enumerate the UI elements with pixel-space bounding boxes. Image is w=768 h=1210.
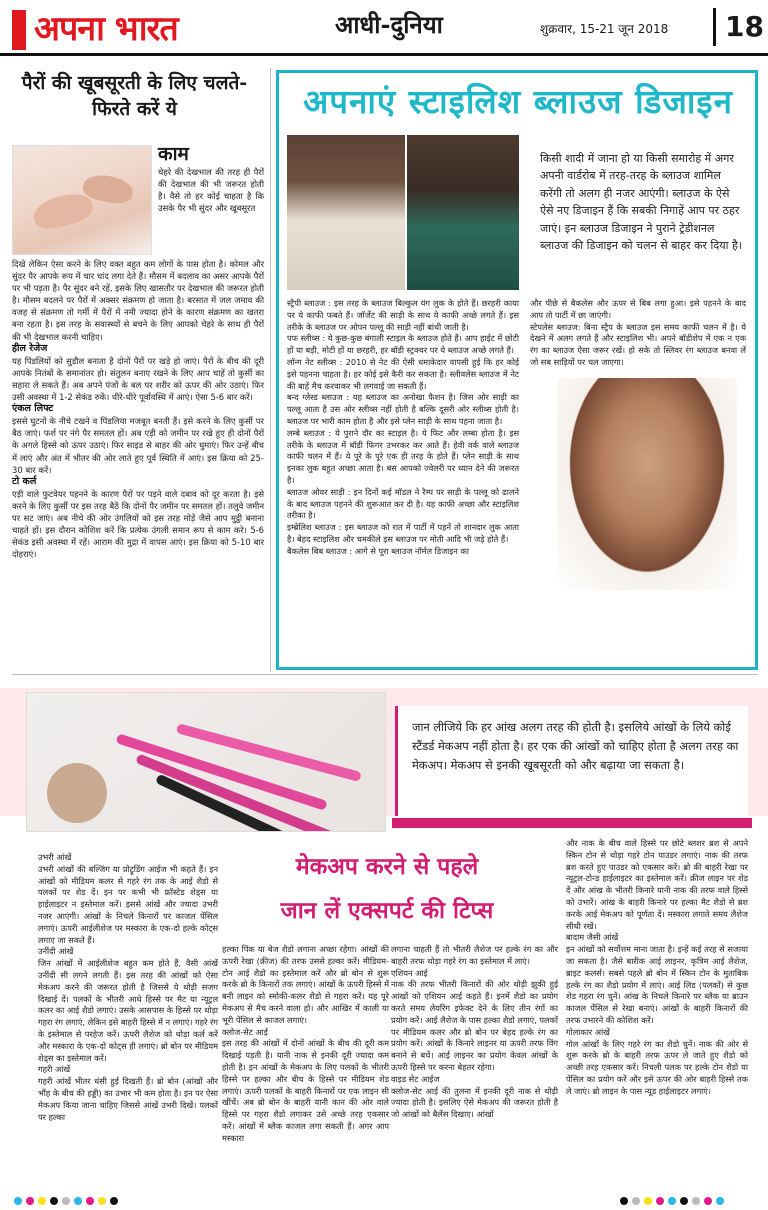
blouse-column-2: और पीछे से बैकलेस और ऊपर से बिब लगा हुआ। इसे पहनने के बाद आप तो पार्टी में छा जाएंगी। स्टेपलेस ब्लाउज: बिना स्ट्रैप के ब्लाउज इस समय काफी चलन में है। ये देखने में अलग लगते हैं और स्टाइलिश भी। अपने बॉडीशेप में एक न एक रंग का ब्लाउज ऐसा जरूर रखें। हो सके तो स्लिवर रंग ब्लाउज बनवा लें जो सब साड़ियों पर चल जाएगा। bbox=[530, 298, 746, 367]
page-number: 18 bbox=[725, 10, 764, 43]
column-divider bbox=[270, 68, 271, 672]
blouse-intro: किसी शादी में जाना हो या किसी समारोह में अगर अपनी वार्डरोब में तरह-तरह के ब्लाउज शामिल करेंगी तो अलग ही नजर आएंगी। ब्लाउज के ऐसे ऐसे नए डिजाइन हैं कि सबकी निगाहें आप पर ठहर जाएं। इन ब्लाउज डिजाइन ने पुराने ट्रेडीशनल ब्लाउज की डिजाइन को चलन से बाहर कर दिया है। bbox=[540, 152, 742, 253]
logo-bar-icon bbox=[12, 10, 26, 50]
feet-article-body bbox=[12, 258, 264, 560]
feet-article-title: पैरों की खूबसूरती के लिए चलते-फिरते करें ये bbox=[21, 72, 248, 120]
makeup-column-center-1: हल्का पिंक या बेज शैडो लगाना अच्छा रहेगा। आंखों की ऊपरी रेखा (क्रीज) की तरफ उससे हल्का करें। मीडियम-टोन आई शैडो का इस्तेमाल करें और ब्रो बोन से शुरू करके ब्रो के किनारों तक लगाएं। आंखों के ऊपरी हिस्से में बनी लाइन को स्मोकी-कलर शैडो से गहरा करें। यह पूरे मेकअप से मैच करने वाला हो। और आखिर में काली या भूरी पेंसिल से काजल लगाएं। क्लोज-सेट आई इस तरह की आंखों में दोनों आंखों के बीच की दूरी कम दिखाई पड़ती है। यानी नाक से इनकी दूरी ज्यादा कम होती है। इन आंखों के मेकअप के लिए पलकों के भीतरी हिस्से पर हल्का और बीच के हिस्से पर मीडियम शेड लगाएं। ऊपरी पलकों के बाहरी किनारों पर एक लाइन सी खींचें। अब ब्रो बोन के बाहरी यानी कान की ओर वाले हिस्से पर गहरा शैडो लगाकर उसे अच्छे तरह एकसार करें। आंखों में ब्लैक काजल लगा सकती हैं। अगर आप मस्कारा bbox=[222, 944, 389, 1143]
section-name: आधी-दुनिया bbox=[335, 10, 443, 39]
masthead bbox=[0, 0, 768, 56]
blouse-column-1: स्ट्रैपी ब्लाउज : इस तरह के ब्लाउज बिल्कुल यंग लुक के होते हैं। छरहरी काया पर ये काफी फबते हैं। जॉर्जेट की साड़ी के साथ ये काफी अच्छे लगते हैं। इस तरीके के ब्लाउज पर ओपन पल्लू की साड़ी नहीं बांधी जाती है। पफ स्लीव्स : ये कुछ-कुछ बंगाली स्टाइल के ब्लाउज होते हैं। आप हाईट में छोटी हों या बड़ी, मोटी हों या छरहरी, हर बॉडी स्ट्रक्चर पर ये ब्लाउज अच्छे लगते हैं। लॉन्ग नेट स्लीव्स : 2010 से नेट की ऐसी धमाकेदार वापसी हुई कि हर कोई इसे पहनना चाहता है। हर कोई इसे कैरी कर सकता है। स्लीवलेस ब्लाउज में नेट की बाहें मैच करवाकर भी लगवाई जा सकती हैं। बन्द ग्लेस्ड ब्लाउज : यह ब्लाउज का अनोखा फैशन है। जिस ओर साड़ी का पल्लू आता है उस ओर स्लीव्स नहीं होती है बल्कि दूसरी ओर स्लीव्स होती है। ब्लाउज पर भारी काम होता है और इसे प्लेन साड़ी के साथ पहना जाता है। लम्बे ब्लाउज : ये पुराने दौर का स्टाइल है। ये फिट और लम्बा होता है। इस तरीके के ब्लाउज में बॉडी फिगर उभरकर कर आते हैं। हेवी वर्क वाले ब्लाउज काफी चलन में हैं। ये पूरे के पूरे एक ही तरह के होते हैं। प्लेन साड़ी के साथ इनका लुक बहुत अच्छा आता है। बस आपको ज्वेलरी पर ध्यान देने की जरूरत है। ब्लाउज ओवर साड़ी : इन दिनों कई मॉडल ने रैम्प पर साड़ी के पल्लू को ढालने के बाद ब्लाउज पहनने की शुरूआत कर दी है। यह काफी अच्छा और स्टाइलिश तरीका है। इम्ब्रेलिश ब्लाउज : इस ब्लाउज को रात में पार्टी में पहनें तो शानदार लुक आता है। बेहद स्टाइलिश और चमकीले इस ब्लाउज पर मोती आदि भी जड़े होते हैं। बैकलेस बिब ब्लाउज : आगे से पूरा ब्लाउज नॉर्मल डिजाइन का bbox=[287, 298, 519, 556]
jewellery-model-photo bbox=[557, 378, 737, 590]
feet-subhead: हील रेजेज bbox=[12, 342, 48, 354]
feet-paragraph: दिखे लेकिन ऐसा करने के लिए वक्त बहुत कम लोगों के पास होता है। कोमल और सुंदर पैर आपके रूप में चार चांद लगा देते हैं। मौसम में बदलाव का असर आपके पैरों पर भी पड़ता है। पैर सुंदर बने रहें, इसके लिए खासतौर पर देखभाल की जरूरत होती है। मौसम बदलने पर पैरों में अक्सर संक्रमण हो जाता है। बरसात में जल जमाव की वजह से संक्रमण तो गर्मी में पैरों में नमी ज्यादा होने के कारण संक्रमण का खतरा बना रहता है। इस तरह के सवास्थ्यों से बचने के लिए आपको चेहरे के साथ ही पैरों की भी देखभाल करनी चाहिए। bbox=[12, 259, 264, 342]
blouse-model-photo bbox=[407, 135, 519, 290]
feet-subhead: एंकल लिफ्ट bbox=[12, 403, 54, 415]
feet-subhead: टो कर्ल bbox=[12, 475, 37, 487]
makeup-column-left: उभरी आंखें उभरी आंखों की बल्जिंग या प्रोट्रूडिंग आईज भी कहते हैं। इन आंखों को मीडियम कलर से गहरे रंग तक के आई शैडो से पलकों पर शेड दें। इन पर कभी भी फ्रॉस्टेड शेड्स या हाईलाइटर न इस्तेमाल करें। इससे आंखें और ज्यादा उभरी नजर आएंगी। आंखों के निचले किनारों पर काजल पेंसिल लगाएं। ऊपरी आईलीशेज पर मस्कारा के एक-दो हल्के कोट्स लगाए जा सकते हैं। उनींदी आंखें जिन आंखों में आईलीशेज बहुत कम होते हैं, वैसी आंखें उनींदी सी लगने लगती हैं। इस तरह की आंखों को ऐसा मेकअप करने की जरूरत होती है जिससे ये थोड़ी सजग दिखाई दें। पलकों के भीतरी आधे हिस्से पर मैट या न्यूट्रल कलर का आई शैडो लगाएं। उसके आसपास के हिस्से पर थोड़ा गहरा रंग लगाएं, लेकिन इसे बाहरी हिस्से में न लगाएं। गहरे रंग के इस्तेमाल से परहेज करें। ऊपरी लैशेज को थोड़ा कर्ल करें और मस्कारा के एक-दो कोट्स ही लगाएं। ब्रो बोन पर मीडियम शेड्स का इस्तेमाल करें। गहरी आंखें गहरी आंखें भीतर धंसी हुई दिखती हैं। ब्रो बोन (आंखों और भौंह के बीच की हड्डी) का उभार भी कम होता है। इन पर ऐसा मेकअप किया जाना चाहिए जिससे आंखें उभरी दिखें। पलकों पर हल्का bbox=[38, 852, 218, 1122]
feet-intro: चेहरे की देखभाल की तरह ही पैरों की देखभाल की भी जरूरत होती है। वैसे तो हर कोई चाहता है कि उसके पैर भी सुंदर और खूबसूरत bbox=[158, 167, 264, 214]
feet-paragraph: यह पिंडलियों को सुडौल बनाता है दोनों पैरों पर खड़े हो जाएं। पैरों के बीच की दूरी आपके नितंबों के समानांतर हो। संतुलन बनाए रखने के लिए आप चाहें तो कुर्सी का सहारा ले सकते हैं। अब अपने पंजों के बल पर शरीर को ऊपर की ओर उठाएं। फिर उसी अवस्था में 1-2 सेकंड रुकें। धीरे-धीरे पूर्वावस्थि में आएं। ऐसा 5-6 बार करें। bbox=[12, 355, 264, 403]
newspaper-logo bbox=[6, 4, 236, 48]
registration-dots-right bbox=[618, 1190, 726, 1209]
logo-text: अपना भारत bbox=[34, 9, 178, 49]
makeup-title-line-1: मेकअप करने से पहले bbox=[295, 853, 479, 880]
section-divider bbox=[12, 674, 758, 675]
makeup-column-right: और नाक के बीच वाले हिस्से पर छोटे ब्लशर ब्रश से अपने स्किन टोन से थोड़ा गहरे टोन पाउडर लगाएं। नाक की तरफ ब्रश करते हुए पाउडर को एकसार करें। ब्रो की बाहरी रेखा पर न्यूट्रल-टोन्ड हाईलाइटर का इस्तेमाल करें। क्रीज लाइन पर शेड दें और आंख के भीतरी किनारे यानी नाक की तरफ वाले हिस्से को उभारें। आंख के बाहरी किनारे पर हल्का मैट शैडो से ब्रश करके आई मेकअप को पूर्णता दें। मस्कारा लगाते समय लैशेज सीधी रखें। बादाम जैसी आंखें इन आंखों को सर्वोत्तम माना जाता है। इन्हें कई तरह से सजाया जा सकता है। जैसे बारीक आई लाइनर, कृत्रिम आई लैशेज, ब्राइट कलर्स। सबसे पहले ब्रो बोन में स्किन टोन के मुताबिक हल्के रंग का शैडो प्रयोग में लाएं। आई लिड (पलकों) से कुछ शेड गहरा रंग चुनें। आंख के निचले किनारे पर ब्लैक या ब्राउन काजल पेंसिल से रेखा बनाएं। आंखों के बाहरी किनारों की तरफ उभारने की कोशिश करें। गोलाकार आंखें गोल आंखों के लिए गहरे रंग का शैडो चुनें। नाक की ओर से शुरू करके ब्रो के बाहरी तरफ ऊपर ले जाते हुए शैडो को अच्छी तरह एकसार करें। निचली पलक पर हल्के टोन शैडो या पेंसिल का प्रयोग करें और इसे ऊपर की ओर बाहरी हिस्से तक ले जाएं। ब्रो लाइन के पास न्यूड हाईलाइटर लगाएं। bbox=[566, 838, 748, 1096]
feet-paragraph: इससे घुटनों के नीचे टखने व पिंडलिया मजबूत बनती हैं। इसे करने के लिए कुर्सी पर बैठ जाएं। फर्श पर नंगे पैर समतल हों। अब एड़ी को जमीन पर रखे हुए ही दोनों पैरों के अगले हिस्से को ऊपर उठाएं। फिर साइड से बाहर की ओर घुमाएं। फिर उन्हें बीच में लाएं और अंत में भीतर की ओर लाते हुए पूर्व स्थिति में आएं। इस क्रिया को 25-30 बार करें। bbox=[12, 416, 264, 475]
page-divider bbox=[713, 8, 716, 46]
makeup-article-title bbox=[222, 845, 552, 933]
makeup-accent-bar bbox=[392, 818, 752, 828]
blouse-article-title: अपनाएं स्टाइलिश ब्लाउज डिजाइन bbox=[303, 82, 733, 121]
makeup-column-center-2: लगाना चाहती हैं तो भीतरी लैशेज पर हल्के रंग का और बाहरी तरफ थोड़ा गहरे रंग का इस्तेमाल में लाएं। एशियन आई नाक की तरफ भीतरी किनारों की ओर थोड़ी झुकी हुई आंखों को एशियन आई कहते हैं। इनमें शैडो का प्रयोग करते समय लेयरिंग इफेक्ट देने के लिए तीन रंगों का प्रयोग करें। आई लैशेज के पास हल्का शैडो लगाएं, पलकों पर मीडियम कलर और ब्रो बोन पर बेहद हल्के रंग का प्रयोग करें। आंखों के किनारे लाइनर या ऊपरी तरफ विंग बनाने से बचें। आई लाइनर का प्रयोग केवल आंखों के ऊपरी हिस्से पर करना बेहतर रहेगा। वाइड सेट आईज क्लोज-सेट आई की तुलना में इनकी दूरी नाक से थोड़ी ज्यादा होती है। इसलिए ऐसे मेकअप की जरूरत होती है जो आंखों को बैलेंस दिखाए। आंखों bbox=[391, 944, 559, 1120]
registration-dots-left bbox=[12, 1190, 120, 1209]
makeup-quote: जान लीजिये कि हर आंख अलग तरह की होती है। इसलिये आंखों के लिये कोई स्टैंडर्ड मेकअप नहीं होता है। हर एक की आंखों को चाहिए होता है अलग तरह का मेकअप। मेकअप से इनकी खूबसूरती को और बढ़ाया जा सकता है। bbox=[412, 720, 739, 772]
feet-paragraph: एड़ी वाले फुटवेयर पहनने के कारण पैरों पर पड़ने वाले दबाव को दूर करता है। इसे करने के लिए कुर्सी पर इस तरह बैठें कि दोनों पैर जमीन पर समतल हों। तलुवे जमीन पर सट जाएं। अब नीचे की ओर उंगलियों को इस तरह मोड़ें जैसे आप मुट्ठी बनाना चाहते हों। इस दौरान कोशिश करें कि प्रत्येक उंगली समान रूप से काम करे। 5-6 सेकंड इसी अवस्था में रहें। आराम की मुद्रा में वापस आएं। इस क्रिया को 5-10 बार दोहराएं। bbox=[12, 488, 264, 560]
feet-photo bbox=[12, 145, 152, 255]
makeup-title-line-2: जान लें एक्सपर्ट की टिप्स bbox=[280, 897, 494, 924]
makeup-brushes-photo bbox=[26, 692, 386, 832]
issue-date: शुक्रवार, 15-21 जून 2018 bbox=[540, 22, 669, 36]
blouse-back-photo bbox=[287, 135, 405, 290]
feet-article-title-end: काम bbox=[158, 143, 189, 165]
